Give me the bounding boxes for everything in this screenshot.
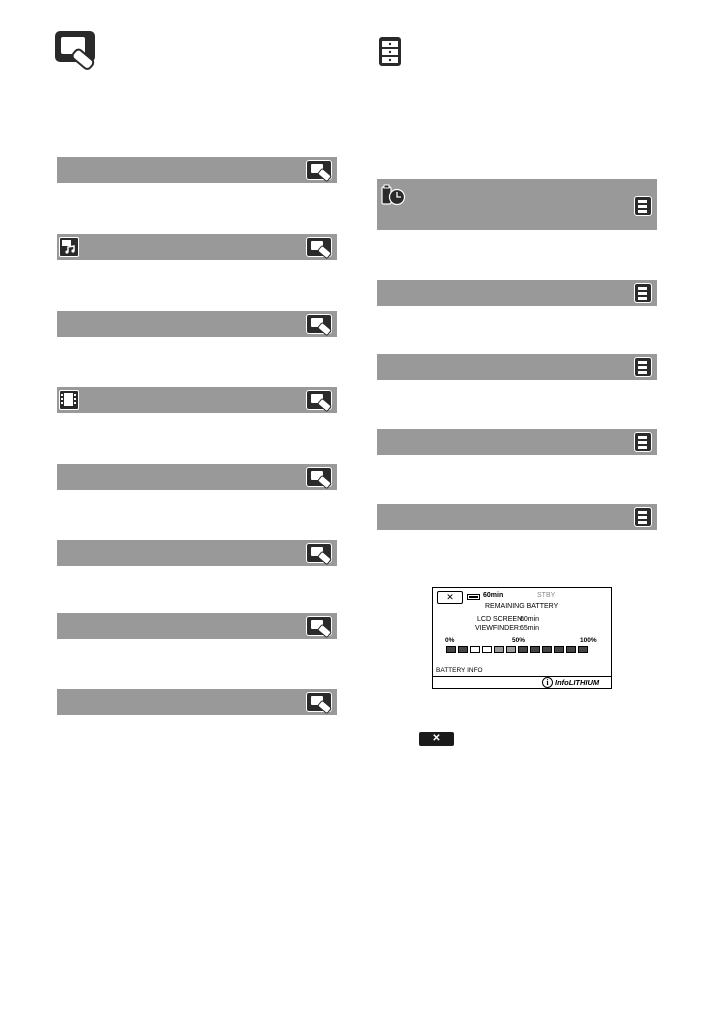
battery-segment xyxy=(506,646,516,653)
menu-badge-icon xyxy=(634,432,652,452)
touch-panel-badge-icon xyxy=(306,314,332,334)
remaining-battery-title: REMAINING BATTERY xyxy=(485,603,559,610)
right-menu-bar-4[interactable] xyxy=(377,429,657,455)
touch-panel-badge-icon xyxy=(306,616,332,636)
left-menu-bar-6[interactable] xyxy=(57,540,337,566)
battery-info-footer: BATTERY INFO xyxy=(436,667,483,674)
battery-info-screen xyxy=(432,587,612,689)
infolithium-brand: InfoLITHIUM xyxy=(555,678,600,687)
lcd-screen-value: 60min xyxy=(520,616,540,623)
remaining-time-top: 60min xyxy=(483,592,504,599)
lcd-screen-label: LCD SCREEN: xyxy=(477,616,525,623)
left-menu-bar-1[interactable] xyxy=(57,157,337,183)
left-menu-bar-5[interactable] xyxy=(57,464,337,490)
battery-segment xyxy=(470,646,480,653)
battery-close-button[interactable]: ✕ xyxy=(437,591,463,604)
battery-level-icon xyxy=(467,594,480,600)
battery-level-bar xyxy=(446,646,588,653)
right-menu-bar-5[interactable] xyxy=(377,504,657,530)
left-menu-bar-7[interactable] xyxy=(57,613,337,639)
menu-badge-icon xyxy=(634,196,652,216)
battery-segment xyxy=(566,646,576,653)
right-menu-bar-3[interactable] xyxy=(377,354,657,380)
viewfinder-label: VIEWFINDER: xyxy=(475,625,521,632)
camera-settings-icon xyxy=(381,184,407,208)
scale-mid-label: 50% xyxy=(512,637,526,644)
close-button[interactable]: ✕ xyxy=(419,732,454,746)
touch-panel-badge-icon xyxy=(306,543,332,563)
battery-segment xyxy=(446,646,456,653)
music-film-icon xyxy=(59,237,79,257)
left-menu-bar-4[interactable] xyxy=(57,387,337,413)
viewfinder-value: 65min xyxy=(520,625,540,632)
battery-segment xyxy=(530,646,540,653)
info-i-icon: i xyxy=(542,677,553,688)
battery-segment xyxy=(518,646,528,653)
touch-panel-icon xyxy=(54,30,100,70)
menu-badge-icon xyxy=(634,357,652,377)
battery-segment xyxy=(482,646,492,653)
menu-icon xyxy=(378,36,402,68)
touch-panel-badge-icon xyxy=(306,692,332,712)
scale-max-label: 100% xyxy=(580,637,597,644)
left-menu-bar-3[interactable] xyxy=(57,311,337,337)
touch-panel-badge-icon xyxy=(306,160,332,180)
battery-footer-divider xyxy=(433,676,611,677)
left-menu-bar-2[interactable] xyxy=(57,234,337,260)
scale-min-label: 0% xyxy=(445,637,455,644)
touch-panel-badge-icon xyxy=(306,390,332,410)
touch-panel-badge-icon xyxy=(306,467,332,487)
touch-panel-badge-icon xyxy=(306,237,332,257)
left-menu-bar-8[interactable] xyxy=(57,689,337,715)
menu-badge-icon xyxy=(634,283,652,303)
battery-segment xyxy=(554,646,564,653)
battery-segment xyxy=(458,646,468,653)
right-menu-bar-2[interactable] xyxy=(377,280,657,306)
menu-badge-icon xyxy=(634,507,652,527)
battery-segment xyxy=(578,646,588,653)
film-strip-icon xyxy=(59,390,79,410)
right-menu-bar-1[interactable] xyxy=(377,179,657,230)
status-stby: STBY xyxy=(537,592,556,599)
battery-segment xyxy=(542,646,552,653)
battery-segment xyxy=(494,646,504,653)
